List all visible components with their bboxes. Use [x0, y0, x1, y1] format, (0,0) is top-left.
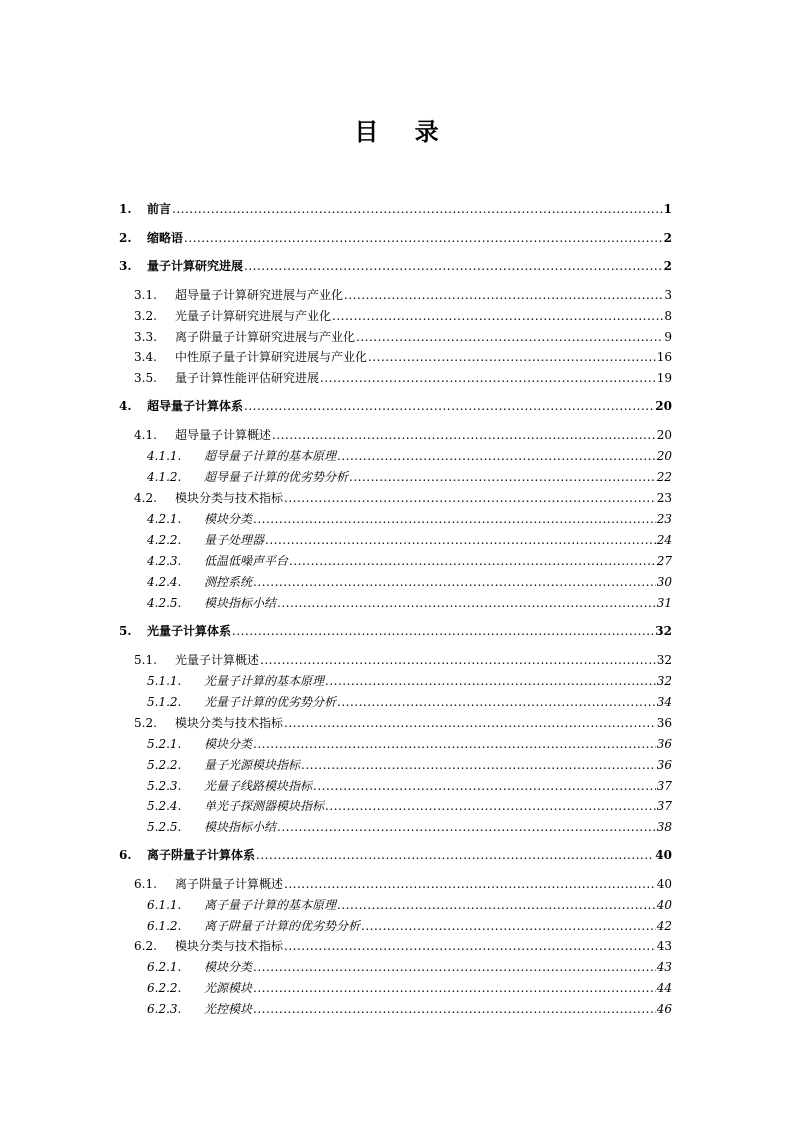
toc-entry[interactable]: [147, 917, 672, 935]
toc-dot-leader: [253, 510, 656, 528]
toc-dot-leader: [253, 958, 656, 976]
toc-entry-number: 5.2.2.: [147, 758, 182, 772]
toc-entry-page-number: 23: [656, 491, 672, 505]
toc-entry-page-number: 44: [656, 981, 672, 995]
toc-entry-title: 单光子探测器模块指标: [204, 799, 325, 813]
toc-entry[interactable]: [147, 777, 672, 795]
toc-entry[interactable]: [134, 426, 672, 444]
toc-entry[interactable]: [134, 328, 672, 346]
toc-entry-page-number: 16: [656, 350, 672, 364]
toc-dot-leader: [253, 979, 656, 997]
toc-dot-leader: [313, 777, 656, 795]
toc-entry-title: 光控模块: [204, 1002, 253, 1016]
toc-entry[interactable]: [134, 286, 672, 304]
toc-entry-page-number: 20: [656, 449, 672, 463]
toc-entry-title: 中性原子量子计算研究进展与产业化: [175, 350, 368, 364]
toc-entry[interactable]: [134, 348, 672, 366]
toc-entry-page-number: 19: [656, 371, 672, 385]
toc-entry-number: 5.1.1.: [147, 674, 182, 688]
toc-entry[interactable]: [147, 510, 672, 528]
toc-entry-number: 6.1.2.: [147, 919, 182, 933]
toc-entry-title: 光量子计算研究进展与产业化: [175, 309, 332, 323]
toc-entry-number: 4.2.5.: [147, 596, 182, 610]
toc-entry-title: 模块分类: [204, 960, 253, 974]
toc-dot-leader: [253, 1000, 656, 1018]
toc-entry-title: 离子阱量子计算研究进展与产业化: [175, 330, 356, 344]
toc-entry[interactable]: [147, 756, 672, 774]
toc-entry-title: 模块分类与技术指标: [175, 491, 284, 505]
toc-dot-leader: [272, 426, 656, 444]
toc-dot-leader: [337, 896, 656, 914]
toc-entry-page-number: 32: [656, 674, 672, 688]
toc-entry-page-number: 36: [656, 716, 672, 730]
toc-entry-number: 5.2.5.: [147, 820, 182, 834]
toc-entry-page-number: 34: [656, 695, 672, 709]
toc-entry-page-number: 43: [656, 960, 672, 974]
toc-entry-number: 6.2.: [134, 939, 157, 953]
toc-entry-number: 5.1.: [134, 653, 157, 667]
toc-entry-title: 模块指标小结: [204, 596, 277, 610]
toc-entry[interactable]: [134, 875, 672, 893]
toc-entry-title: 超导量子计算的基本原理: [204, 449, 337, 463]
toc-entry-title: 光源模块: [204, 981, 253, 995]
toc-entry-number: 6.1.1.: [147, 898, 182, 912]
toc-entry-number: 5.2.1.: [147, 737, 182, 751]
toc-entry-page-number: 36: [656, 758, 672, 772]
toc-entry[interactable]: [147, 979, 672, 997]
toc-entry-title: 量子处理器: [204, 533, 265, 547]
toc-entry-title: 模块指标小结: [204, 820, 277, 834]
toc-entry-number: 4.1.: [134, 428, 157, 442]
toc-entry-number: 6.2.2.: [147, 981, 182, 995]
toc-entry-title: 量子计算性能评估研究进展: [175, 371, 320, 385]
toc-dot-leader: [277, 818, 656, 836]
toc-entry-number: 4.2.3.: [147, 554, 182, 568]
toc-dot-leader: [289, 552, 656, 570]
toc-entry-page-number: 40: [656, 898, 672, 912]
toc-entry-number: 3.5.: [134, 371, 157, 385]
toc-dot-leader: [284, 937, 656, 955]
page-title: 目 录: [354, 117, 453, 146]
toc-dot-leader: [368, 348, 656, 366]
toc-entry-number: 2.: [119, 231, 132, 245]
toc-entry-number: 3.4.: [134, 350, 157, 364]
toc-entry-number: 6.1.: [134, 877, 157, 891]
toc-entry[interactable]: [147, 797, 672, 815]
toc-entry[interactable]: [147, 672, 672, 690]
toc-entry-number: 5.: [119, 624, 132, 638]
toc-entry[interactable]: [134, 307, 672, 325]
toc-dot-leader: [337, 447, 656, 465]
toc-entry-number: 5.2.: [134, 716, 157, 730]
toc-dot-leader: [244, 397, 654, 415]
toc-entry-title: 光量子计算的基本原理: [204, 674, 325, 688]
toc-entry[interactable]: [119, 846, 672, 864]
toc-entry-page-number: 2: [663, 231, 672, 245]
toc-entry-title: 超导量子计算研究进展与产业化: [175, 288, 344, 302]
toc-entry-number: 4.2.1.: [147, 512, 182, 526]
toc-entry-page-number: 32: [656, 653, 672, 667]
toc-entry[interactable]: [147, 552, 672, 570]
toc-dot-leader: [172, 200, 663, 218]
toc-entry-number: 3.1.: [134, 288, 157, 302]
toc-entry-title: 离子阱量子计算的优劣势分析: [204, 919, 361, 933]
toc-entry[interactable]: [134, 369, 672, 387]
toc-entry[interactable]: [147, 531, 672, 549]
toc-entry-title: 量子光源模块指标: [204, 758, 301, 772]
toc-entry-page-number: 20: [655, 399, 672, 413]
toc-dot-leader: [361, 917, 656, 935]
toc-entry[interactable]: [147, 818, 672, 836]
toc-entry-title: 前言: [147, 202, 172, 216]
toc-entry-number: 3.: [119, 259, 132, 273]
toc-dot-leader: [320, 369, 656, 387]
toc-entry-number: 4.2.4.: [147, 575, 182, 589]
toc-entry[interactable]: [147, 693, 672, 711]
toc-dot-leader: [260, 651, 656, 669]
toc-entry-number: 5.2.3.: [147, 779, 182, 793]
toc-entry[interactable]: [147, 468, 672, 486]
toc-entry[interactable]: [147, 958, 672, 976]
toc-entry-page-number: 24: [656, 533, 672, 547]
toc-dot-leader: [325, 797, 656, 815]
toc-dot-leader: [284, 489, 656, 507]
toc-entry-title: 超导量子计算的优劣势分析: [204, 470, 349, 484]
toc-entry-title: 低温低噪声平台: [204, 554, 289, 568]
toc-entry[interactable]: [119, 622, 672, 640]
toc-dot-leader: [184, 229, 663, 247]
toc-dot-leader: [344, 286, 663, 304]
toc-entry[interactable]: [147, 573, 672, 591]
toc-entry-title: 测控系统: [204, 575, 253, 589]
toc-entry-title: 光量子计算的优劣势分析: [204, 695, 337, 709]
toc-entry-number: 3.3.: [134, 330, 157, 344]
toc-dot-leader: [277, 594, 656, 612]
toc-dot-leader: [337, 693, 656, 711]
toc-entry-title: 光量子计算体系: [147, 624, 232, 638]
toc-entry[interactable]: [134, 489, 672, 507]
toc-dot-leader: [284, 714, 656, 732]
toc-entry[interactable]: [134, 651, 672, 669]
toc-dot-leader: [332, 307, 663, 325]
toc-entry[interactable]: [119, 200, 672, 218]
toc-entry-page-number: 9: [664, 330, 672, 344]
toc-dot-leader: [253, 573, 656, 591]
toc-entry-page-number: 20: [656, 428, 672, 442]
toc-entry-title: 超导量子计算体系: [147, 399, 244, 413]
toc-entry-page-number: 42: [656, 919, 672, 933]
toc-entry-page-number: 27: [656, 554, 672, 568]
toc-entry-page-number: 23: [656, 512, 672, 526]
toc-entry-page-number: 43: [656, 939, 672, 953]
toc-entry-title: 模块分类: [204, 737, 253, 751]
toc-entry-title: 光量子计算概述: [175, 653, 260, 667]
toc-dot-leader: [301, 756, 656, 774]
toc-entry-title: 离子量子计算的基本原理: [204, 898, 337, 912]
toc-entry-number: 3.2.: [134, 309, 157, 323]
toc-entry-title: 缩略语: [147, 231, 184, 245]
toc-entry-number: 4.2.: [134, 491, 157, 505]
toc-entry-page-number: 30: [656, 575, 672, 589]
toc-entry-page-number: 31: [656, 596, 672, 610]
toc-dot-leader: [349, 468, 656, 486]
toc-entry-title: 超导量子计算概述: [175, 428, 272, 442]
toc-entry[interactable]: [119, 257, 672, 275]
toc-dot-leader: [284, 875, 656, 893]
toc-entry-page-number: 8: [664, 309, 672, 323]
toc-entry-page-number: 36: [656, 737, 672, 751]
toc-entry[interactable]: [147, 735, 672, 753]
toc-entry-title: 离子阱量子计算体系: [147, 848, 256, 862]
toc-entry-number: 4.2.2.: [147, 533, 182, 547]
toc-entry-number: 4.1.1.: [147, 449, 182, 463]
toc-entry-title: 模块分类与技术指标: [175, 939, 284, 953]
toc-entry[interactable]: [147, 594, 672, 612]
toc-entry-title: 模块分类: [204, 512, 253, 526]
toc-dot-leader: [356, 328, 663, 346]
toc-entry-page-number: 2: [663, 259, 672, 273]
toc-entry[interactable]: [134, 714, 672, 732]
toc-entry-number: 5.2.4.: [147, 799, 182, 813]
toc-entry[interactable]: [147, 1000, 672, 1018]
toc-entry[interactable]: [119, 229, 672, 247]
toc-entry[interactable]: [147, 447, 672, 465]
toc-entry-page-number: 1: [663, 202, 672, 216]
toc-entry[interactable]: [134, 937, 672, 955]
toc-entry-page-number: 46: [656, 1002, 672, 1016]
toc-entry-page-number: 22: [656, 470, 672, 484]
toc-entry-page-number: 37: [656, 779, 672, 793]
toc-entry-page-number: 40: [656, 877, 672, 891]
toc-dot-leader: [244, 257, 663, 275]
toc-entry-page-number: 37: [656, 799, 672, 813]
toc-entry-title: 离子阱量子计算概述: [175, 877, 284, 891]
toc-entry-number: 1.: [119, 202, 132, 216]
toc-entry-number: 6.2.3.: [147, 1002, 182, 1016]
toc-entry-title: 量子计算研究进展: [147, 259, 244, 273]
toc-entry[interactable]: [147, 896, 672, 914]
toc-dot-leader: [253, 735, 656, 753]
toc-entry-number: 4.: [119, 399, 132, 413]
toc-dot-leader: [232, 622, 654, 640]
toc-entry-number: 4.1.2.: [147, 470, 182, 484]
toc-dot-leader: [265, 531, 656, 549]
toc-entry-page-number: 40: [655, 848, 672, 862]
toc-entry-number: 6.: [119, 848, 132, 862]
toc-entry[interactable]: [119, 397, 672, 415]
toc-dot-leader: [325, 672, 656, 690]
toc-entry-page-number: 38: [656, 820, 672, 834]
toc-entry-title: 模块分类与技术指标: [175, 716, 284, 730]
toc-entry-page-number: 3: [664, 288, 672, 302]
toc-entry-number: 6.2.1.: [147, 960, 182, 974]
toc-entry-number: 5.1.2.: [147, 695, 182, 709]
toc-dot-leader: [256, 846, 654, 864]
toc-entry-page-number: 32: [655, 624, 672, 638]
toc-entry-title: 光量子线路模块指标: [204, 779, 313, 793]
